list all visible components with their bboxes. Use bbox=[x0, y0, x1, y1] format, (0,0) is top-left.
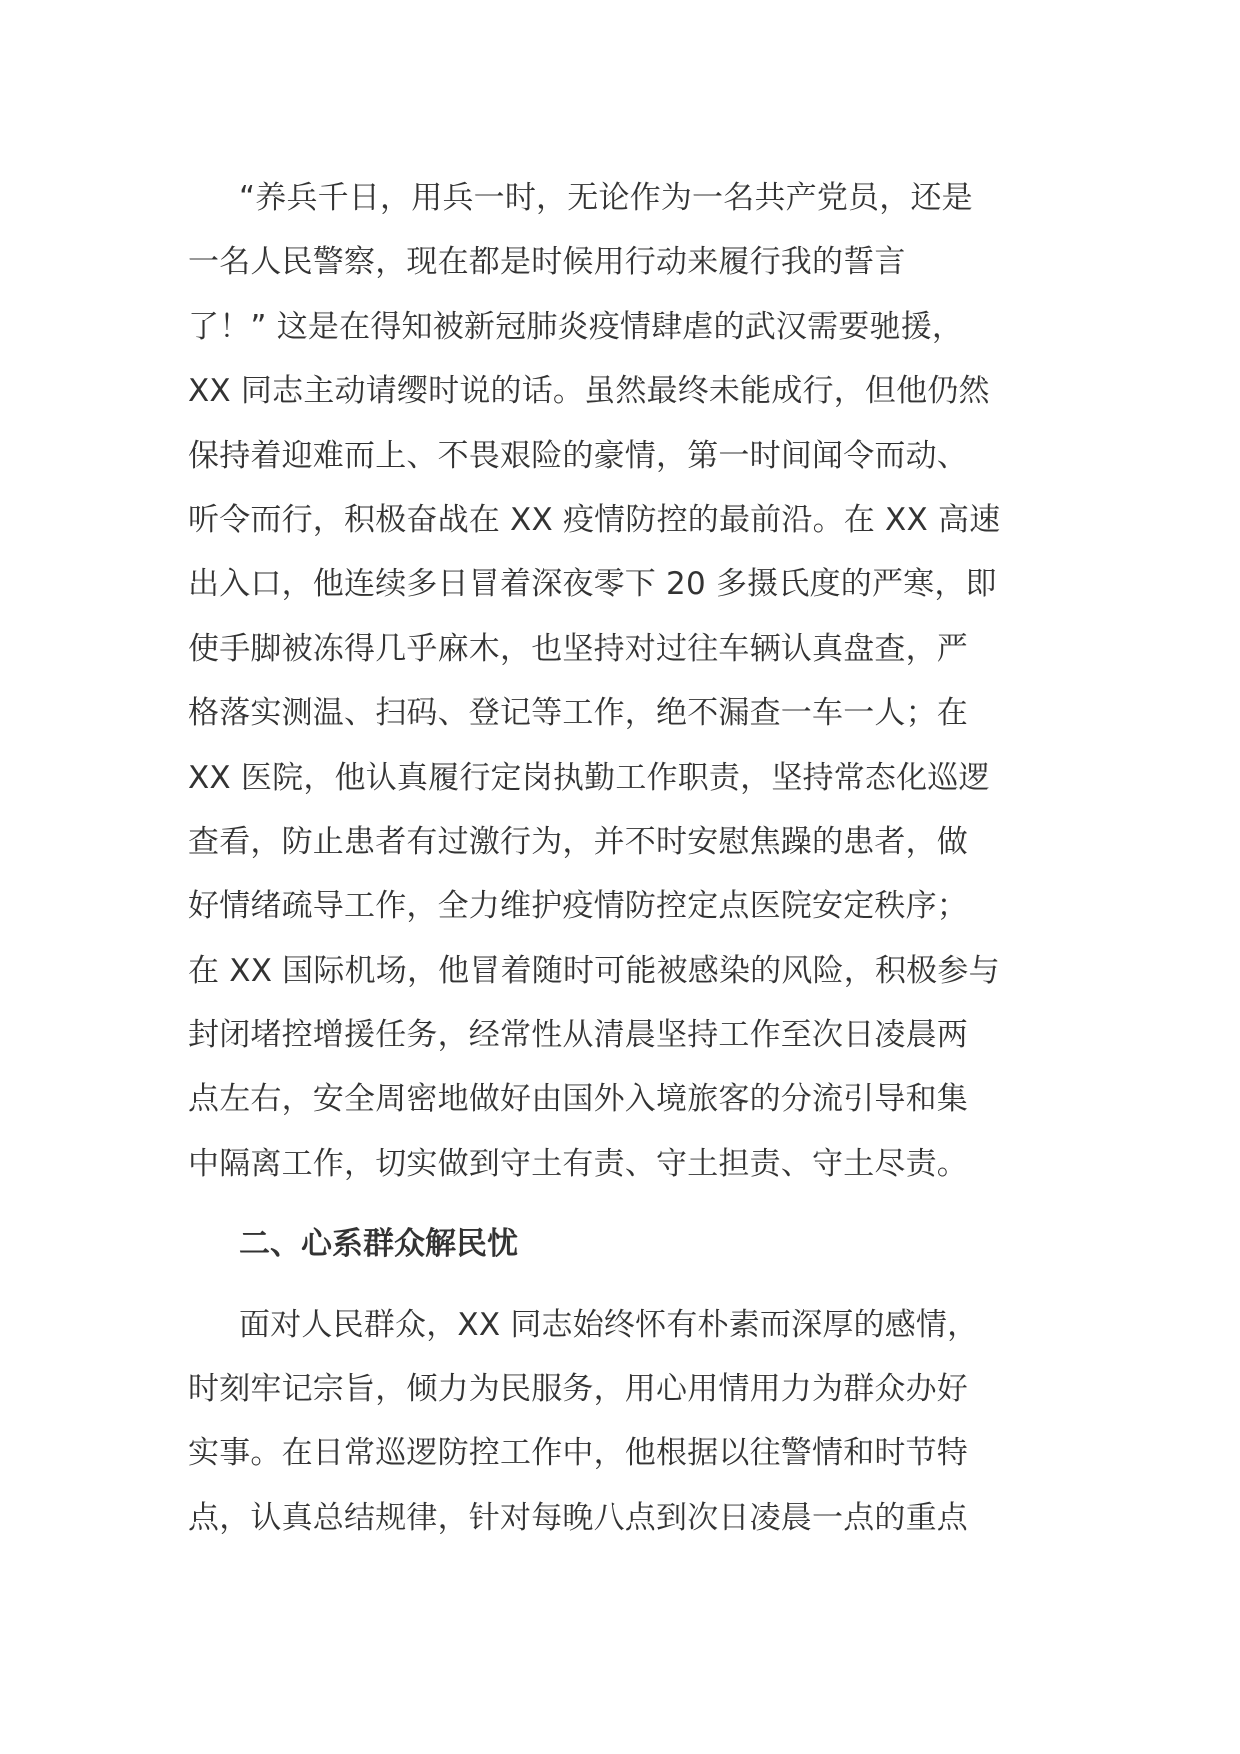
paragraph-line: 面对人民群众，XX 同志始终怀有朴素而深厚的感情， bbox=[239, 1306, 979, 1343]
paragraph-line: 查看，防止患者有过激行为，并不时安慰焦躁的患者，做 bbox=[188, 823, 968, 860]
document-body bbox=[188, 166, 1068, 1550]
paragraph-line: “养兵千日，用兵一时，无论作为一名共产党员，还是 bbox=[239, 180, 973, 216]
paragraph-line: 封闭堵控增援任务，经常性从清晨坚持工作至次日凌晨两 bbox=[188, 1017, 968, 1054]
paragraph-line: 保持着迎难而上、不畏艰险的豪情，第一时间闻令而动、 bbox=[188, 437, 968, 474]
paragraph-2 bbox=[188, 1293, 1068, 1551]
paragraph-line: 时刻牢记宗旨，倾力为民服务，用心用情用力为群众办好 bbox=[188, 1371, 968, 1408]
paragraph-line: 一名人民警察，现在都是时候用行动来履行我的誓言 bbox=[188, 244, 906, 281]
paragraph-line: XX 医院，他认真履行定岗执勤工作职责，坚持常态化巡逻 bbox=[188, 759, 990, 796]
paragraph-line: 实事。在日常巡逻防控工作中，他根据以往警情和时节特 bbox=[188, 1435, 968, 1472]
paragraph-line: 了！” 这是在得知被新冠肺炎疫情肆虐的武汉需要驰援， bbox=[188, 308, 964, 345]
paragraph-line: 点左右，安全周密地做好由国外入境旅客的分流引导和集 bbox=[188, 1081, 968, 1118]
paragraph-line: 点，认真总结规律，针对每晚八点到次日凌晨一点的重点 bbox=[188, 1499, 968, 1536]
paragraph-1 bbox=[188, 166, 1068, 1196]
paragraph-line: 听令而行，积极奋战在 XX 疫情防控的最前沿。在 XX 高速 bbox=[188, 501, 1001, 538]
section-heading: 二、心系群众解民忧 bbox=[239, 1226, 518, 1263]
paragraph-line: 在 XX 国际机场，他冒着随时可能被感染的风险，积极参与 bbox=[188, 952, 1000, 989]
paragraph-line: 使手脚被冻得几乎麻木，也坚持对过往车辆认真盘查，严 bbox=[188, 630, 968, 667]
paragraph-line: XX 同志主动请缨时说的话。虽然最终未能成行，但他仍然 bbox=[188, 373, 990, 410]
paragraph-line: 中隔离工作，切实做到守土有责、守土担责、守土尽责。 bbox=[188, 1145, 968, 1182]
paragraph-line: 出入口，他连续多日冒着深夜零下 20 多摄氏度的严寒，即 bbox=[188, 566, 997, 603]
paragraph-line: 格落实测温、扫码、登记等工作，绝不漏查一车一人；在 bbox=[188, 695, 968, 732]
paragraph-line: 好情绪疏导工作，全力维护疫情防控定点医院安定秩序； bbox=[188, 888, 968, 925]
